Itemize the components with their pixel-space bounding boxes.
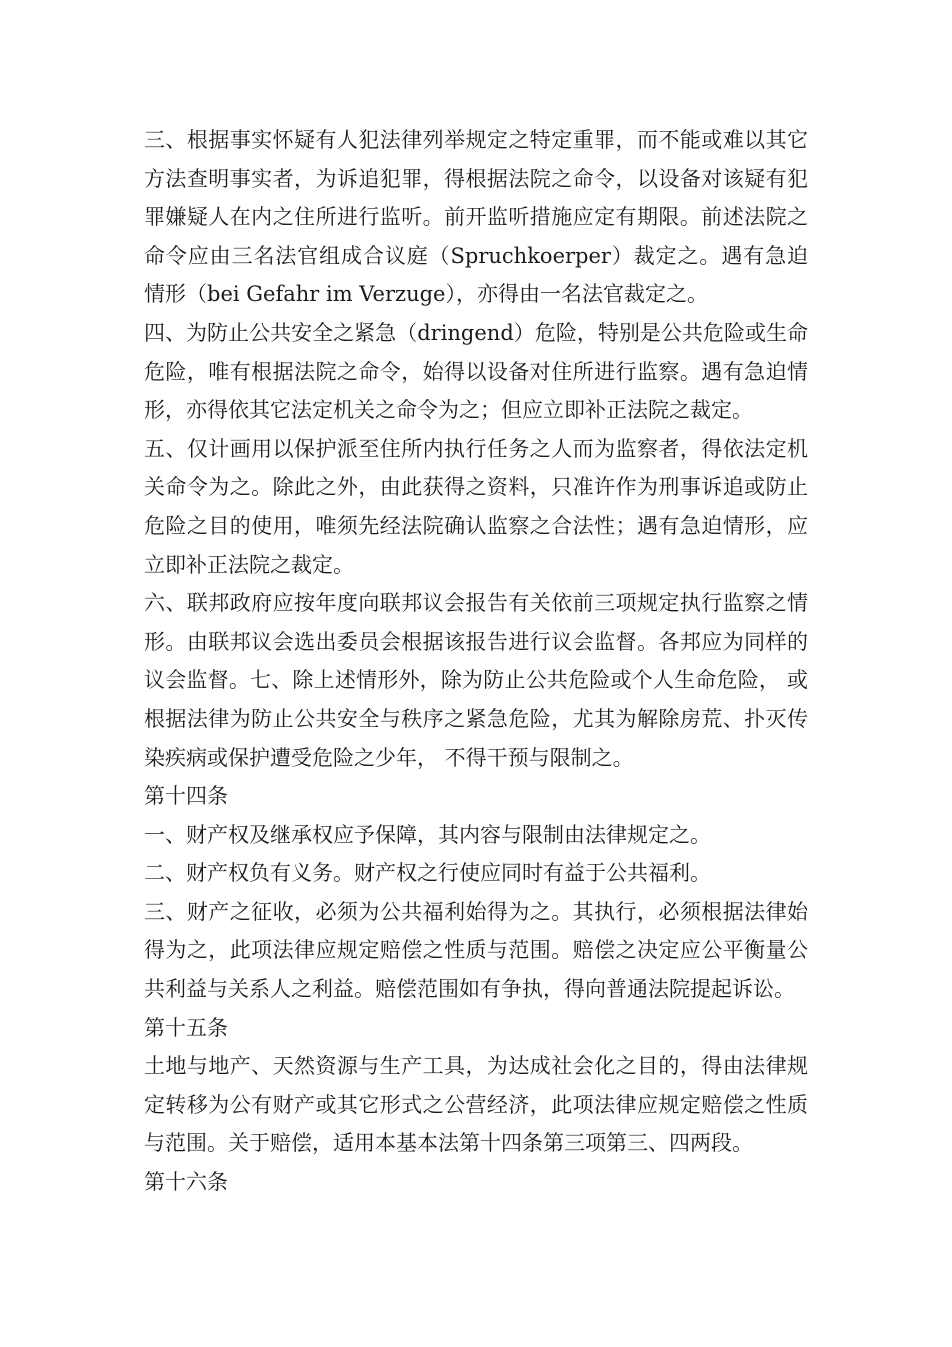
paragraph-article13-section3: 三、根据事实怀疑有人犯法律列举规定之特定重罪，而不能或难以其它方法查明事实者，为诉追犯罪，得根据法院之命令，以设备对该疑有犯罪嫌疑人在内之住所进行监听。前开监听措施应定有期限。前述法院之命令应由三名法官组成合议庭（Spruchkoerper）裁定之。遇有急迫情形（bei Gefahr im Verzuge），亦得由一名法官裁定之。 [144,128,808,307]
article-14-heading: 第十四条 [144,784,228,809]
paragraph-article14-section3: 三、财产之征收，必须为公共福利始得为之。其执行，必须根据法律始得为之，此项法律应规定赔偿之性质与范围。赔偿之决定应公平衡量公共利益与关系人之利益。赔偿范围如有争执，得向普通法院提起诉讼。 [144,899,808,1002]
paragraph-article14-section2: 二、财产权负有义务。财产权之行使应同时有益于公共福利。 [144,861,711,886]
paragraph-article15-body: 土地与地产、天然资源与生产工具，为达成社会化之目的，得由法律规定转移为公有财产或其它形式之公营经济，此项法律应规定赔偿之性质与范围。关于赔偿，适用本基本法第十四条第三项第三、四两段。 [144,1054,808,1156]
paragraph-article14-section1: 一、财产权及继承权应予保障，其内容与限制由法律规定之。 [144,822,711,847]
paragraph-article13-section4: 四、为防止公共安全之紧急（dringend）危险，特别是公共危险或生命危险，唯有根据法院之命令，始得以设备对住所进行监察。遇有急迫情形，亦得依其它法定机关之命令为之；但应立即补正法院之裁定。 [144,320,808,423]
article-16-heading: 第十六条 [144,1170,228,1195]
paragraph-article13-section5: 五、仅计画用以保护派至住所内执行任务之人而为监察者，得依法定机关命令为之。除此之外，由此获得之资料，只准许作为刑事诉追或防止危险之目的使用，唯须先经法院确认监察之合法性；遇有急迫情形，应立即补正法院之裁定。 [144,436,808,577]
paragraph-article13-section6-7: 六、联邦政府应按年度向联邦议会报告有关依前三项规定执行监察之情形。由联邦议会选出委员会根据该报告进行议会监督。各邦应为同样的议会监督。七、除上述情形外，除为防止公共危险或个人生命危险， 或根据法律为防止公共安全与秩序之紧急危险，尤其为解除房荒、扑灭传染疾病或保护遭受危险之少年， 不得干预与限制之。 [144,591,808,770]
document-body [144,121,808,1202]
article-15-heading: 第十五条 [144,1015,228,1040]
